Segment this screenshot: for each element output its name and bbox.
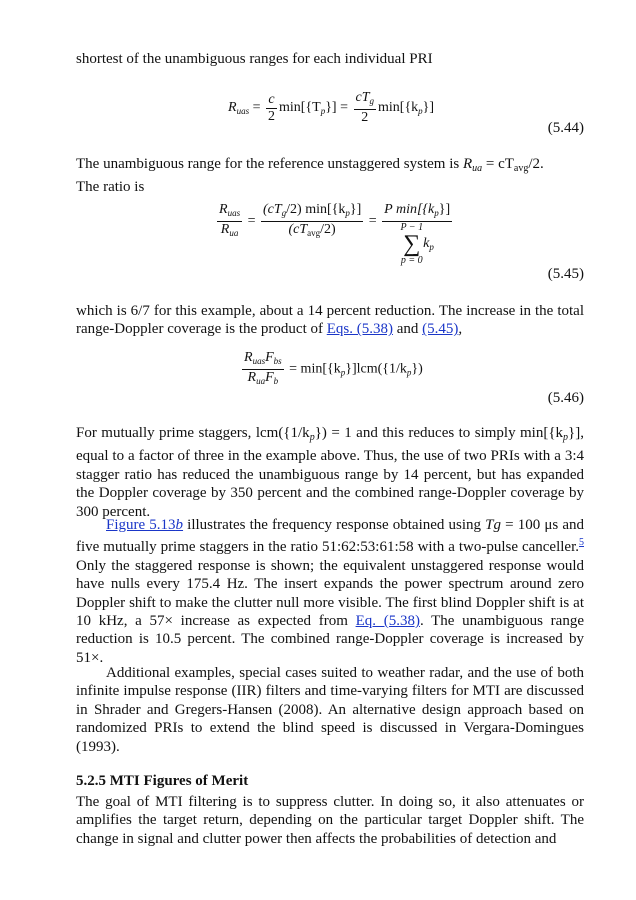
- equation-5-44: $R_{uas}$ = $\frac{c}{2}$ $\min[\{T_p\}]$ = $\frac{cT_g}{2}$ $\min[\{k_p\}]$: [228, 90, 435, 125]
- link-figure-5-13b[interactable]: Figure 5.13b: [106, 517, 184, 533]
- equation-number-5-45: (5.45): [547, 266, 584, 282]
- paragraph-intro: shortest of the unambiguous ranges for each individual PRI: [76, 51, 433, 67]
- summation-symbol: P − 1 ∑ p = 0: [400, 222, 424, 266]
- equation-number-5-46: (5.46): [547, 390, 584, 406]
- link-eqs-5-38[interactable]: Eqs. (5.38): [326, 321, 393, 338]
- paragraph-unambiguous-range: The unambiguous range for the reference unstaggered system is $R_{ua} = cT_{avg}/2$. The ratio is: [76, 156, 544, 196]
- paragraph-additional-examples: Additional examples, special cases suited to weather radar, and the use of both infinite impulse response (IIR) filters and time-varying filters for MTI are discussed in Shrader and Gregers-Hansen (2008). An alternative design approach based on randomized PRIs to extend the blind speed is discussed in Vergara-Domingues (1993).: [76, 665, 584, 755]
- paragraph-figure-5-13: Figure 5.13b illustrates the frequency response obtained using Tg = 100 μs and five mutually prime staggers in the ratio 51:62:53:61:58 with a two-pulse canceller.$^5$ Only the staggered response is shown; the equivalent unstaggered response would have nulls every 175.4 Hz. The insert expands the power spectrum around zero Doppler shift to make the clutter null more visible. The first blind Doppler shift is at 10 kHz, a 57× increase as expected from Eq. (5.38). The unambiguous range reduction is 10.5 percent. The combined range-Doppler coverage is increased by 51×.: [76, 517, 584, 666]
- link-eq-5-45[interactable]: (5.45): [422, 321, 459, 338]
- paragraph-mutually-prime: For mutually prime staggers, $lcm(\{1/k_p\}) = 1$ and this reduces to simply $\min[\{k_p\}]$, equal to a factor of three in the example above. Thus, the use of two PRIs with a 3:4 stagger ratio has reduced the unambiguous range by 14 percent, but has expanded the Doppler coverage by 350 percent and the combined range-Doppler coverage by 300 percent.: [76, 425, 584, 520]
- paragraph-figures-of-merit: The goal of MTI filtering is to suppress clutter. In doing so, it also attenuates or amplifies the target return, depending on the particular target Doppler shift. The change in signal and clutter power then affects the probabilities of detection and: [76, 794, 584, 847]
- section-heading: 5.2.5 MTI Figures of Merit: [76, 773, 249, 789]
- link-eq-5-38[interactable]: Eq. (5.38): [355, 613, 420, 630]
- equation-number-5-44: (5.44): [547, 120, 584, 136]
- equation-5-45: $\frac{R_{uas}}{R_{ua}}$ = $\frac{(cT_g/2) \min[\{k_p\}]}{(cT_{avg}/2)}$ = P $\min[\{k_p\}]$ P − 1 ∑ $p = 0k_p$: [219, 202, 451, 266]
- paragraph-coverage: which is 6/7 for this example, about a 14 percent reduction. The increase in the total range-Doppler coverage is the product of Eqs. (5.38) and (5.45),: [76, 303, 584, 338]
- equation-5-46: $\frac{R_{uas}F_{bs}}{R_{ua}F_b}$ = $\min[\{k_p\}]lcm(\{1/k_p\})$: [244, 350, 423, 386]
- footnote-link[interactable]: 5: [579, 537, 584, 549]
